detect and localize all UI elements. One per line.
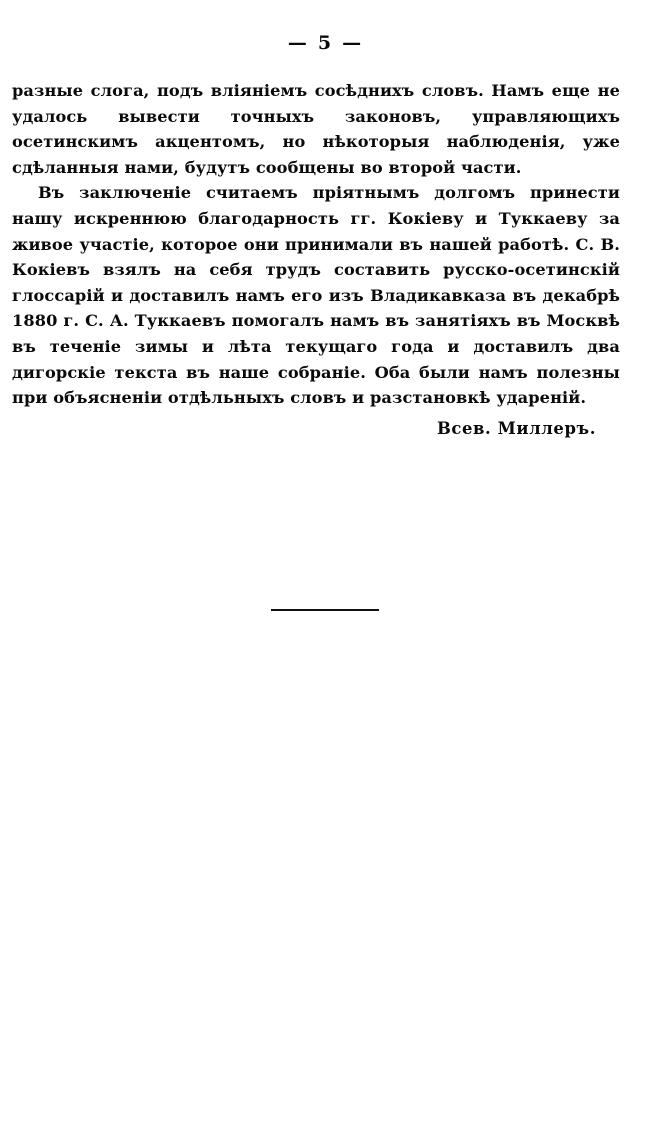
header-dash-left: — [287, 32, 308, 54]
paragraph-continued: разные слога, подъ вліяніемъ сосѣднихъ словъ. Намъ еще не удалось вывести точныхъ законовъ, управляющихъ осетинскимъ акцентомъ, но нѣкоторыя наблюденія, уже сдѣланныя нами, будутъ сообщены во второй части. [12, 81, 620, 177]
horizontal-rule-icon [271, 609, 379, 611]
header-dash-right: — [342, 32, 363, 54]
paragraph-acknowledgements: Въ заключеніе считаемъ пріятнымъ долгомъ принести нашу искреннюю благодарность гг. Кокіеву и Туккаеву за живое участіе, которое они принимали въ нашей работѣ. С. В. Кокіевъ взялъ на себя трудъ составить русско-осетинскій глоссарій и доставилъ намъ его изъ Владикавказа въ декабрѣ 1880 г. С. А. Туккаевъ помогалъ намъ въ занятіяхъ въ Москвѣ въ теченіе зимы и лѣта текущаго года и доставилъ два дигорскіе текста въ наше собраніе. Оба были намъ полезны при объясненіи отдѣльныхъ словъ и разстановкѣ удареній. [12, 183, 620, 408]
section-divider [0, 596, 650, 615]
page-header [0, 32, 650, 54]
body-text [12, 78, 620, 438]
author-signature: Всев. Миллеръ. [436, 418, 596, 438]
page-number: 5 [317, 32, 333, 54]
